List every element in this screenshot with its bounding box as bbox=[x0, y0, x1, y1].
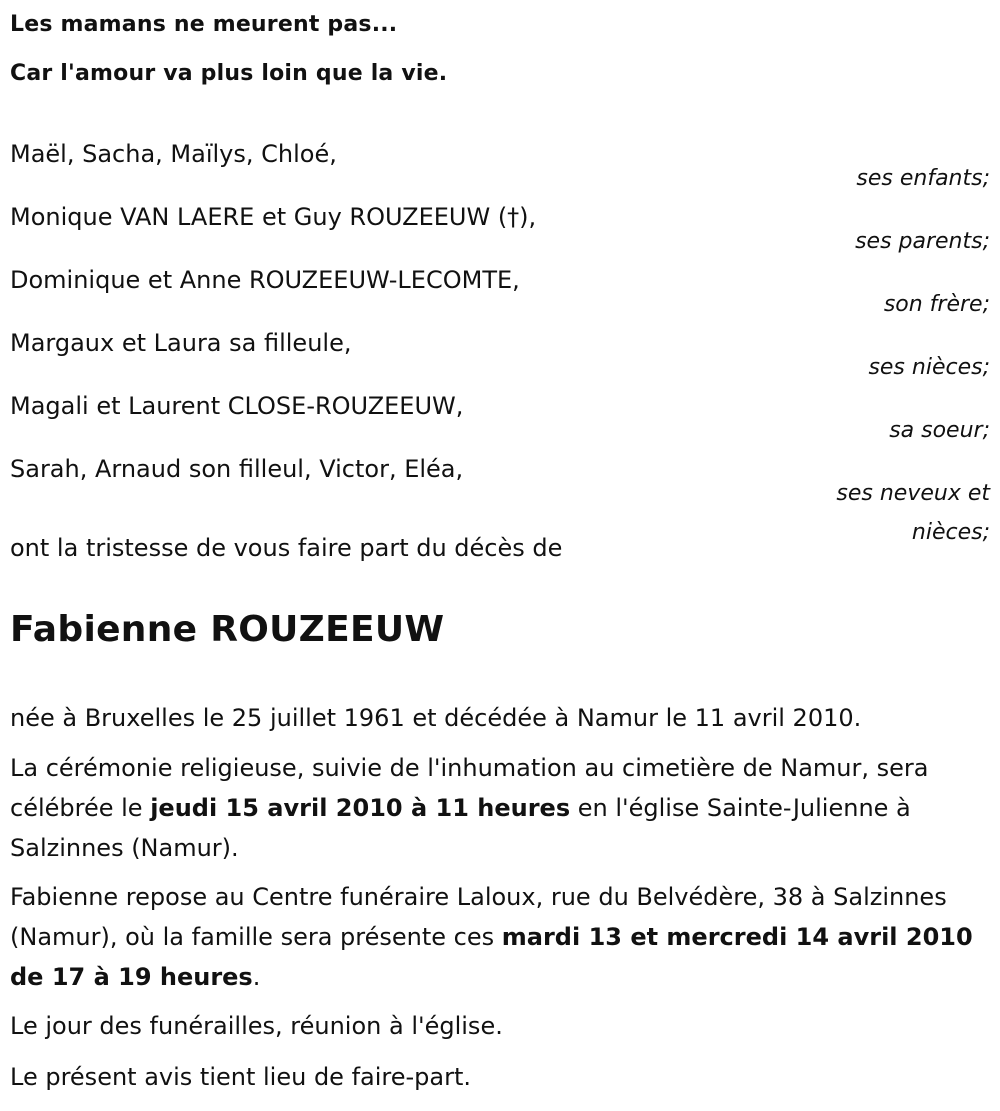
ceremony-text-after: en l'église Sainte-Julienne à Salzinnes (Namur). bbox=[10, 794, 911, 862]
epigraph-line-2: Car l'amour va plus loin que la vie. bbox=[10, 61, 448, 86]
visiting-hours-bold: mardi 13 et mercredi 14 avril 2010 de 17 à 19 heures bbox=[10, 923, 973, 991]
epigraph-line-1: Les mamans ne meurent pas... bbox=[10, 12, 398, 37]
announcement-text: ont la tristesse de vous faire part du décès de bbox=[10, 534, 563, 562]
repose-paragraph bbox=[10, 877, 990, 997]
ceremony-paragraph bbox=[10, 748, 990, 868]
repose-text-before: Fabienne repose au Centre funéraire Laloux, rue du Belvédère, 38 à Salzinnes (Namur), où la famille sera présente ces bbox=[10, 883, 947, 951]
birth-death-text: née à Bruxelles le 25 juillet 1961 et décédée à Namur le 11 avril 2010. bbox=[10, 704, 862, 732]
notice-text: Le présent avis tient lieu de faire-part. bbox=[10, 1063, 472, 1091]
family-names-parents: Monique VAN LAERE et Guy ROUZEEUW (†), bbox=[10, 203, 537, 231]
family-relation-nephews: ses neveux et nièces; bbox=[836, 481, 990, 545]
ceremony-text-before: La cérémonie religieuse, suivie de l'inhumation au cimetière de Namur, sera célébrée le bbox=[10, 754, 929, 822]
family-names-children: Maël, Sacha, Maïlys, Chloé, bbox=[10, 140, 337, 168]
funeral-day-text: Le jour des funérailles, réunion à l'église. bbox=[10, 1012, 503, 1040]
family-relation-children: ses enfants; bbox=[856, 166, 990, 191]
family-names-brother: Dominique et Anne ROUZEEUW-LECOMTE, bbox=[10, 266, 520, 294]
family-names-nieces: Margaux et Laura sa filleule, bbox=[10, 329, 352, 357]
ceremony-date-bold: jeudi 15 avril 2010 à 11 heures bbox=[150, 794, 571, 822]
family-names-sister: Magali et Laurent CLOSE-ROUZEEUW, bbox=[10, 392, 464, 420]
deceased-name: Fabienne ROUZEEUW bbox=[10, 609, 445, 650]
family-relation-parents: ses parents; bbox=[855, 229, 990, 254]
family-relation-nieces: ses nièces; bbox=[868, 355, 990, 380]
repose-text-after: . bbox=[252, 963, 261, 991]
family-relation-brother: son frère; bbox=[883, 292, 990, 317]
family-names-nephews: Sarah, Arnaud son filleul, Victor, Eléa, bbox=[10, 455, 464, 483]
family-relation-sister: sa soeur; bbox=[889, 418, 990, 443]
